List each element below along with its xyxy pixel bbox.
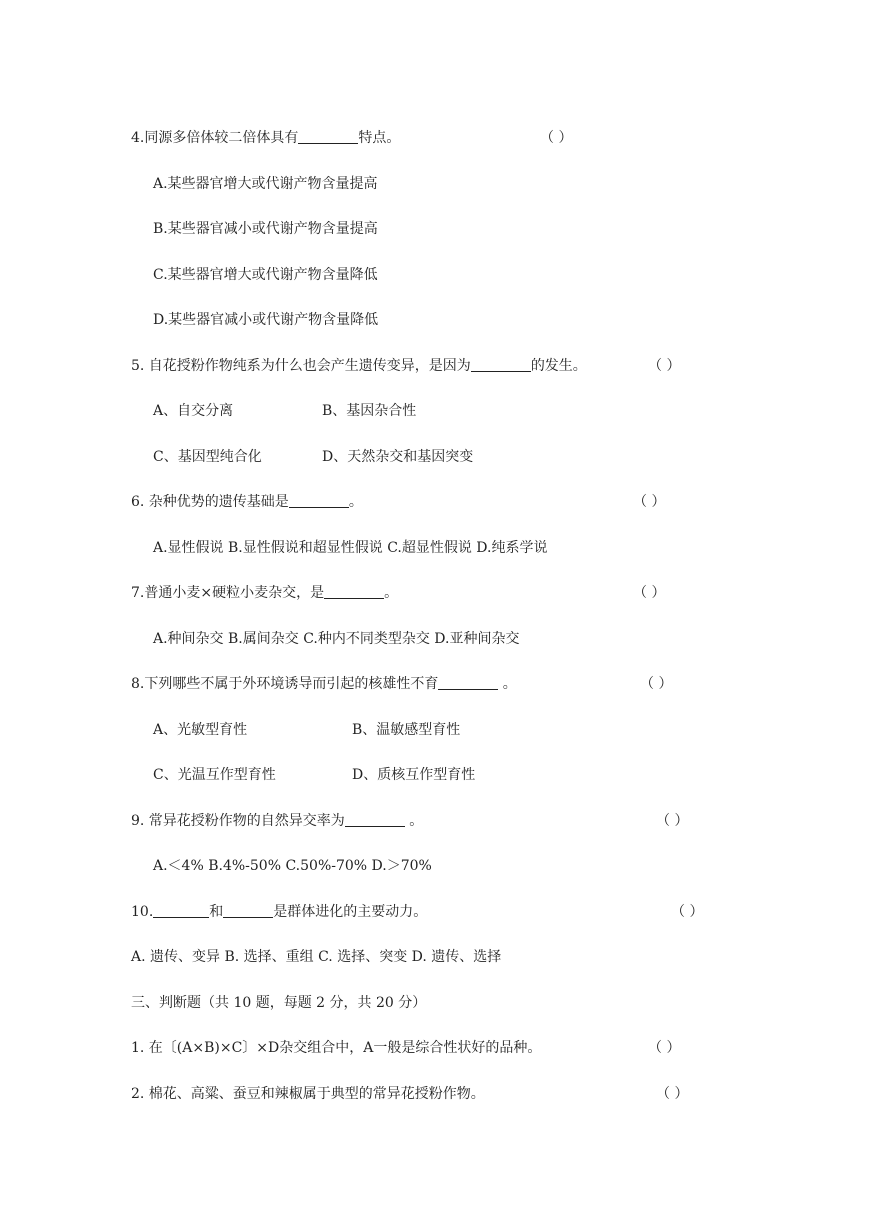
question-8-stem (131, 674, 517, 694)
question-5-answer-parens[interactable]: （ ） (648, 358, 681, 374)
answer-blank[interactable] (289, 493, 349, 508)
answer-blank[interactable] (223, 903, 273, 918)
true-false-1-answer-parens[interactable]: （ ） (648, 1040, 681, 1056)
question-6-answer-parens[interactable]: （ ） (633, 494, 666, 510)
question-5-option-d: D、天然杂交和基因突变 (322, 449, 474, 465)
question-4-option-a: A.某些器官增大或代谢产物含量提高 (153, 176, 378, 192)
true-false-1-text: 1. 在〔(A×B)×C〕×D杂交组合中，A一般是综合性状好的品种。 (131, 1040, 542, 1056)
question-5-stem (131, 356, 587, 376)
answer-blank[interactable] (438, 675, 498, 690)
question-5-option-b: B、基因杂合性 (322, 403, 417, 419)
question-4-option-c: C.某些器官增大或代谢产物含量降低 (153, 267, 378, 283)
question-10-answer-parens[interactable]: （ ） (671, 904, 704, 920)
question-8-option-c: C、光温互作型育性 (153, 767, 276, 783)
question-10-prefix: 10. (131, 904, 154, 920)
answer-blank[interactable] (153, 903, 209, 918)
question-5-suffix: 的发生。 (530, 358, 587, 374)
question-10-options: A. 遗传、变异 B. 选择、重组 C. 选择、突变 D. 遗传、选择 (131, 949, 502, 965)
section-3-title: 三、判断题（共 10 题，每题 2 分，共 20 分） (131, 995, 427, 1011)
question-9-stem (131, 811, 423, 831)
question-4-stem (131, 128, 400, 148)
question-5-option-a: A、自交分离 (153, 403, 234, 419)
question-8-prefix: 8.下列哪些不属于外环境诱导而引起的核雄性不育 (131, 676, 439, 692)
answer-blank[interactable] (298, 129, 358, 144)
question-9-options: A.＜4% B.4%-50% C.50%-70% D.＞70% (153, 858, 432, 874)
question-10-suffix: 是群体进化的主要动力。 (273, 904, 428, 920)
true-false-2-text: 2. 棉花、高粱、蚕豆和辣椒属于典型的常异花授粉作物。 (131, 1086, 485, 1102)
question-4-prefix: 4.同源多倍体较二倍体具有 (131, 130, 299, 146)
question-9-answer-parens[interactable]: （ ） (656, 813, 689, 829)
question-10-stem (131, 902, 427, 922)
question-6-stem (131, 492, 363, 512)
answer-blank[interactable] (345, 812, 405, 827)
question-7-suffix: 。 (384, 585, 399, 601)
question-7-prefix: 7.普通小麦×硬粒小麦杂交，是 (131, 585, 325, 601)
question-4-option-b: B.某些器官减小或代谢产物含量提高 (153, 221, 378, 237)
question-6-suffix: 。 (348, 494, 363, 510)
question-8-suffix: 。 (498, 676, 517, 692)
question-7-stem (131, 583, 398, 603)
true-false-2-answer-parens[interactable]: （ ） (656, 1086, 689, 1102)
question-10-middle: 和 (209, 904, 224, 920)
question-9-prefix: 9. 常异花授粉作物的自然异交率为 (131, 813, 345, 829)
question-8-option-b: B、温敏感型育性 (352, 722, 461, 738)
question-4-answer-parens[interactable]: （ ） (540, 130, 573, 146)
question-7-options: A.种间杂交 B.属间杂交 C.种内不同类型杂交 D.亚种间杂交 (153, 631, 520, 647)
question-6-options: A.显性假说 B.显性假说和超显性假说 C.超显性假说 D.纯系学说 (153, 540, 548, 556)
question-8-option-d: D、质核互作型育性 (352, 767, 476, 783)
answer-blank[interactable] (324, 584, 384, 599)
question-4-option-d: D.某些器官减小或代谢产物含量降低 (153, 312, 379, 328)
question-8-answer-parens[interactable]: （ ） (640, 676, 673, 692)
question-9-suffix: 。 (404, 813, 424, 829)
question-8-option-a: A、光敏型育性 (153, 722, 248, 738)
question-6-prefix: 6. 杂种优势的遗传基础是 (131, 494, 289, 510)
answer-blank[interactable] (471, 357, 531, 372)
question-7-answer-parens[interactable]: （ ） (633, 585, 666, 601)
question-5-prefix: 5. 自花授粉作物纯系为什么也会产生遗传变异，是因为 (131, 358, 471, 374)
question-4-suffix: 特点。 (358, 130, 401, 146)
question-5-option-c: C、基因型纯合化 (153, 449, 262, 465)
